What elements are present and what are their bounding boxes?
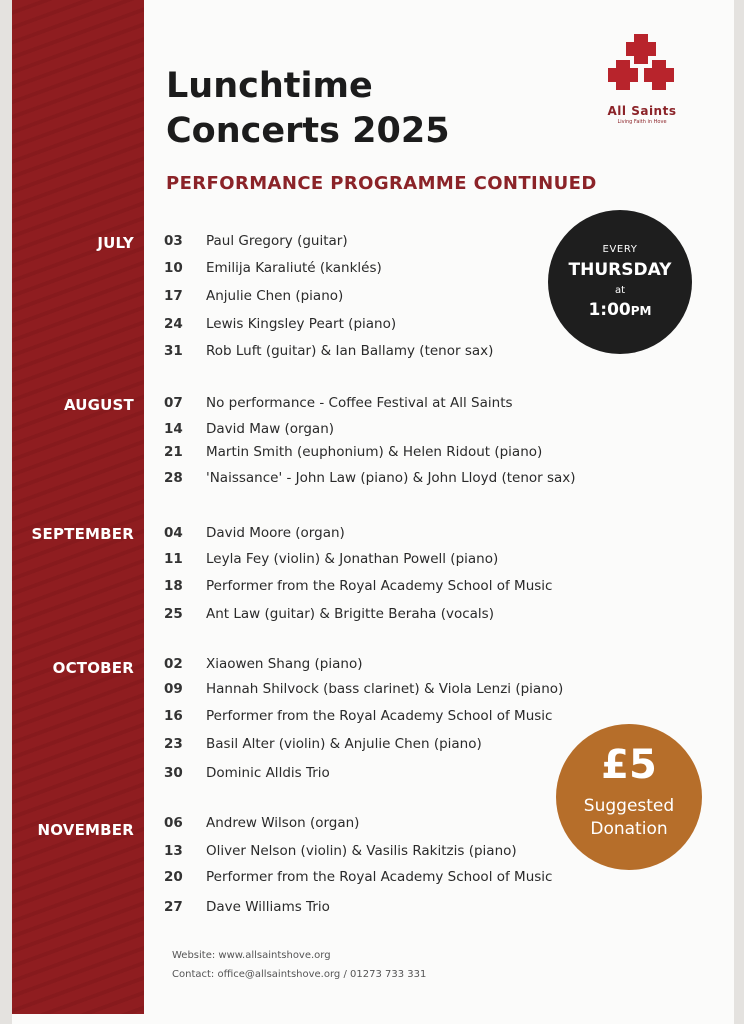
event-row <box>164 575 552 597</box>
event-day: 25 <box>164 606 183 622</box>
event-title: No performance - Coffee Festival at All Saints <box>206 395 513 411</box>
schedule-badge <box>548 210 692 354</box>
title-line-1: Lunchtime <box>166 66 373 106</box>
badge-day: THURSDAY <box>568 260 672 280</box>
badge-at: at <box>614 285 626 296</box>
event-row <box>164 603 494 625</box>
event-row <box>164 522 345 544</box>
event-title: David Maw (organ) <box>206 421 335 437</box>
event-day: 09 <box>164 681 183 697</box>
event-row <box>164 866 552 888</box>
event-day: 04 <box>164 525 183 541</box>
month-label-october: OCTOBER <box>52 659 134 677</box>
event-title: Dave Williams Trio <box>206 899 330 915</box>
badge-time-suffix: PM <box>630 304 652 318</box>
event-row <box>164 441 542 463</box>
event-row <box>164 733 482 755</box>
event-row <box>164 896 330 918</box>
event-day: 24 <box>164 316 183 332</box>
month-label-november: NOVEMBER <box>37 821 134 839</box>
month-label-september: SEPTEMBER <box>31 525 134 543</box>
event-row <box>164 392 513 414</box>
event-day: 03 <box>164 233 183 249</box>
all-saints-logo <box>592 32 692 128</box>
month-label-july: JULY <box>97 234 134 252</box>
event-title: Performer from the Royal Academy School of Music <box>206 869 553 885</box>
donation-line-2: Donation <box>590 819 668 839</box>
event-day: 31 <box>164 343 183 359</box>
event-title: Basil Alter (violin) & Anjulie Chen (piano) <box>206 736 482 752</box>
donation-line-1: Suggested <box>583 796 675 816</box>
logo-tagline: Living Faith in Hove <box>617 119 667 125</box>
event-row <box>164 230 348 252</box>
event-day: 07 <box>164 395 183 411</box>
event-day: 11 <box>164 551 183 567</box>
page-subtitle: PERFORMANCE PROGRAMME CONTINUED <box>166 173 597 194</box>
badge-time <box>548 300 692 320</box>
event-title: Paul Gregory (guitar) <box>206 233 348 249</box>
badge-time-value: 1:00 <box>588 300 631 320</box>
event-day: 28 <box>164 470 183 486</box>
crosses-icon <box>604 32 680 98</box>
event-day: 14 <box>164 421 183 437</box>
event-day: 30 <box>164 765 183 781</box>
page-title <box>166 64 450 154</box>
event-day: 16 <box>164 708 183 724</box>
badge-every: EVERY <box>602 244 638 255</box>
event-row <box>164 467 576 489</box>
event-row <box>164 340 493 362</box>
event-title: 'Naissance' - John Law (piano) & John Lloyd (tenor sax) <box>206 470 576 486</box>
event-title: Performer from the Royal Academy School of Music <box>206 578 553 594</box>
event-day: 10 <box>164 260 183 276</box>
event-day: 17 <box>164 288 183 304</box>
event-day: 23 <box>164 736 183 752</box>
event-row <box>164 812 359 834</box>
event-title: Rob Luft (guitar) & Ian Ballamy (tenor sax) <box>206 343 494 359</box>
month-label-august: AUGUST <box>63 396 134 414</box>
event-day: 18 <box>164 578 183 594</box>
event-row <box>164 548 498 570</box>
event-row <box>164 285 343 307</box>
sidebar-band <box>12 0 144 1014</box>
event-title: Lewis Kingsley Peart (piano) <box>206 316 397 332</box>
event-row <box>164 418 334 440</box>
event-day: 06 <box>164 815 183 831</box>
event-title: Martin Smith (euphonium) & Helen Ridout (piano) <box>206 444 543 460</box>
event-day: 27 <box>164 899 183 915</box>
event-title: Dominic Alldis Trio <box>206 765 330 781</box>
event-day: 21 <box>164 444 183 460</box>
event-row <box>164 653 362 675</box>
event-title: Emilija Karaliuté (kanklés) <box>206 260 382 276</box>
event-title: Xiaowen Shang (piano) <box>206 656 363 672</box>
donation-price: £5 <box>601 742 657 788</box>
event-row <box>164 762 330 784</box>
event-title: Andrew Wilson (organ) <box>206 815 360 831</box>
event-title: Ant Law (guitar) & Brigitte Beraha (vocals) <box>206 606 494 622</box>
footer-contact: Contact: office@allsaintshove.org / 01273 733 331 <box>172 969 427 980</box>
event-title: Performer from the Royal Academy School of Music <box>206 708 553 724</box>
logo-name: All Saints <box>607 104 677 118</box>
title-line-2: Concerts 2025 <box>166 111 450 151</box>
event-day: 20 <box>164 869 183 885</box>
event-title: Hannah Shilvock (bass clarinet) & Viola Lenzi (piano) <box>206 681 564 697</box>
event-row <box>164 313 396 335</box>
footer-website: Website: www.allsaintshove.org <box>172 950 331 961</box>
event-row <box>164 840 517 862</box>
event-row <box>164 678 563 700</box>
event-title: David Moore (organ) <box>206 525 345 541</box>
event-day: 13 <box>164 843 183 859</box>
event-day: 02 <box>164 656 183 672</box>
event-title: Oliver Nelson (violin) & Vasilis Rakitzis (piano) <box>206 843 517 859</box>
donation-badge <box>556 724 702 870</box>
event-row <box>164 705 552 727</box>
event-title: Anjulie Chen (piano) <box>206 288 344 304</box>
event-row <box>164 257 382 279</box>
event-title: Leyla Fey (violin) & Jonathan Powell (piano) <box>206 551 499 567</box>
